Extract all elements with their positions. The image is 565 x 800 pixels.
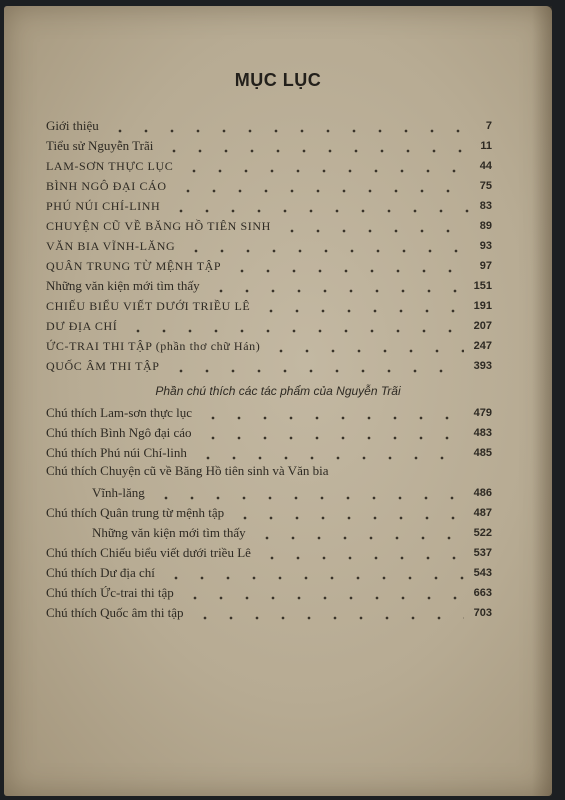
toc-entry-title: PHÚ NÚI CHÍ-LINH	[46, 199, 161, 213]
leader-dots	[208, 276, 464, 296]
notes-entry-page: 486	[473, 487, 492, 499]
toc-entry	[46, 116, 492, 136]
toc-entry	[46, 216, 492, 236]
notes-entry-title: Chú thích Quốc âm thi tập	[46, 605, 184, 620]
toc-entry-title: DƯ ĐỊA CHÍ	[46, 319, 118, 333]
toc-entry-page: 207	[473, 320, 492, 332]
toc-entry-page: 89	[479, 220, 492, 232]
toc-entry-title: CHIẾU BIỂU VIẾT DƯỚI TRIỀU LÊ	[46, 299, 251, 313]
toc-entry-page: 393	[473, 360, 492, 372]
toc-entry-page: 75	[479, 180, 492, 192]
leader-dots	[259, 543, 464, 563]
notes-entry	[46, 503, 492, 523]
notes-entry-page: 479	[473, 407, 492, 419]
toc-entry	[46, 136, 492, 156]
leader-dots	[232, 503, 464, 523]
notes-entry-title: Vĩnh-lăng	[92, 485, 145, 500]
toc-entry-page: 97	[479, 260, 492, 272]
notes-entry	[46, 543, 492, 563]
toc-entry-page: 7	[485, 120, 492, 132]
leader-dots	[107, 116, 476, 136]
leader-dots	[175, 176, 470, 196]
notes-entry	[46, 603, 492, 623]
toc-entry	[46, 176, 492, 196]
toc-entry-title: BÌNH NGÔ ĐẠI CÁO	[46, 179, 167, 193]
book-page	[4, 6, 552, 796]
notes-entry	[46, 443, 492, 463]
notes-entry-page: 663	[473, 587, 492, 599]
notes-entry-page: 485	[473, 447, 492, 459]
toc-entry	[46, 356, 492, 376]
notes-entry-page: 543	[473, 567, 492, 579]
toc-entry	[46, 256, 492, 276]
toc-entry-title: Những văn kiện mới tìm thấy	[46, 278, 200, 293]
page-title: MỤC LỤC	[234, 70, 322, 90]
notes-entry-title: Chú thích Ức-trai thi tập	[46, 585, 174, 600]
toc-entry-title: Giới thiệu	[46, 118, 99, 133]
toc-entry-title: Tiểu sử Nguyễn Trãi	[46, 138, 154, 153]
leader-dots	[182, 583, 464, 603]
leader-dots	[183, 236, 470, 256]
notes-entry-title: Chú thích Bình Ngô đại cáo	[46, 425, 192, 440]
toc-entry-title: CHUYỆN CŨ VỀ BĂNG HỒ TIÊN SINH	[46, 219, 271, 233]
notes-entry-title: Chú thích Dư địa chí	[46, 565, 155, 580]
toc-entry-title: ỨC-TRAI THI TẬP (phần thơ chữ Hán)	[46, 339, 261, 353]
leader-dots	[192, 603, 464, 623]
leader-dots	[161, 136, 470, 156]
toc-entry	[46, 156, 492, 176]
toc-entry-page: 83	[479, 200, 492, 212]
toc-entry	[46, 336, 492, 356]
toc-entry	[46, 276, 492, 296]
notes-entry-title: Chú thích Chiếu biểu viết dưới triều Lê	[46, 545, 251, 560]
toc-entry-page: 11	[480, 140, 492, 152]
notes-entry	[92, 523, 492, 543]
notes-entry	[46, 563, 492, 583]
toc-entry	[46, 196, 492, 216]
leader-dots	[229, 256, 470, 276]
page-spine-shadow	[532, 6, 552, 796]
toc-entry-title: LAM-SƠN THỰC LỤC	[46, 159, 174, 173]
leader-dots	[125, 316, 464, 336]
toc-entry-page: 191	[473, 300, 492, 312]
leader-dots	[258, 296, 464, 316]
notes-entry-title: Chú thích Lam-sơn thực lục	[46, 405, 193, 420]
leader-dots	[163, 563, 464, 583]
notes-entry	[46, 583, 492, 603]
toc-entry-page: 93	[479, 240, 492, 252]
notes-entry-title: Chú thích Quân trung từ mệnh tập	[46, 505, 225, 520]
notes-entry	[46, 403, 492, 423]
leader-dots	[279, 216, 470, 236]
leader-dots	[268, 336, 464, 356]
toc-entry-page: 247	[473, 340, 492, 352]
leader-dots	[168, 196, 470, 216]
notes-entry-page: 703	[473, 607, 492, 619]
leader-dots	[153, 483, 464, 503]
toc-entry-title: QUÂN TRUNG TỪ MỆNH TẬP	[46, 259, 222, 273]
notes-entry	[92, 483, 492, 503]
notes-entry-page: 537	[473, 547, 492, 559]
notes-entry-title: Những văn kiện mới tìm thấy	[92, 525, 246, 540]
leader-dots	[195, 443, 464, 463]
leader-dots	[200, 423, 464, 443]
toc-entry-title: QUỐC ÂM THI TẬP	[46, 359, 160, 373]
leader-dots	[168, 356, 464, 376]
toc-entry	[46, 236, 492, 256]
notes-entry-title: Chú thích Phú núi Chí-linh	[46, 445, 187, 460]
toc-entry-title: VĂN BIA VĨNH-LĂNG	[46, 239, 176, 253]
notes-section-heading: Phần chú thích các tác phẩm của Nguyễn Trãi	[155, 384, 401, 398]
toc-entry	[46, 316, 492, 336]
leader-dots	[254, 523, 464, 543]
leader-dots	[200, 403, 464, 423]
notes-entry-page: 483	[473, 427, 492, 439]
toc-entry-page: 44	[479, 160, 492, 172]
toc-entry-page: 151	[473, 280, 492, 292]
notes-entry-page: 522	[473, 527, 492, 539]
leader-dots	[181, 156, 470, 176]
notes-entry	[46, 423, 492, 443]
toc-entry	[46, 296, 492, 316]
notes-entry-title-line1: Chú thích Chuyện cũ về Băng Hồ tiên sinh và Văn bia	[46, 463, 329, 478]
notes-entry-page: 487	[473, 507, 492, 519]
